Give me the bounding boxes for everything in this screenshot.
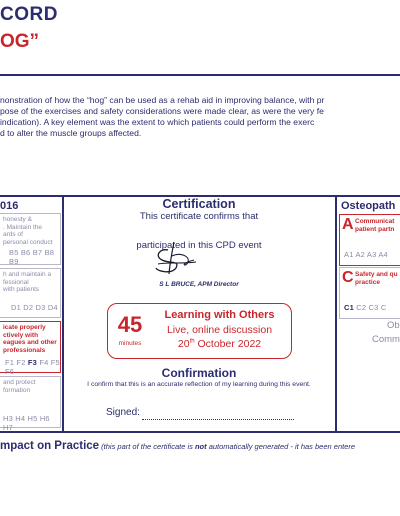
standard-b-line: honesty & [3,216,32,223]
intro-text [0,95,400,139]
standard-d-box [0,268,61,318]
highlighted-code: F3 [27,358,38,367]
right-comm-text: Comm [372,334,400,345]
standard-a-box [339,214,400,266]
confirmation-title: Confirmation [161,366,237,380]
center-divider-right [335,195,337,432]
impact-note: (this part of the certificate is not automatically generated - it has been entere [99,442,356,451]
highlighted-code: C1 [344,303,354,312]
standard-b-codes: B5 B6 B7 B8 B9 [9,248,55,266]
standard-a-line: Communicat [355,218,395,225]
standard-d-line: h and maintain a [3,271,52,278]
certificate-confirms-text: This certificate confirms that [139,211,259,222]
standard-c-line: Safety and qu [355,271,398,278]
event-details-box [107,303,292,359]
director-signature [150,238,200,280]
standard-h-line: and protect [3,379,36,386]
standard-h-line: formation [3,386,31,394]
standard-f-box [0,321,61,376]
intro-line-2: pose of the exercises and safety considerations were made clear, as were the very fe [0,106,324,116]
standard-c-codes: C1 C2 C3 C [344,303,387,312]
standard-a-letter: A [342,216,354,233]
signatory-name: S L BRUCE, APM Director [159,281,239,288]
standard-b-line: ards of [3,231,23,238]
standard-b-line: personal conduct [3,238,53,246]
intro-line-4: d to alter the muscle groups affected. [0,128,142,138]
center-divider-left [62,195,64,432]
header-rule [0,74,400,76]
intro-line-1: nonstration of how the “hog” can be used as a rehab aid in improving balance, with pr [0,95,325,105]
right-ob-text: Ob [387,320,400,331]
header-subtitle: OG” [0,31,40,52]
confirmation-text: I confirm that this is an accurate reflection of my learning during this event. [87,381,311,388]
standard-f-codes: F1 F2 F3 F4 F5 F6 [5,358,60,376]
standard-c-letter: C [342,269,354,286]
left-column-heading: 016 [0,200,19,212]
event-type: Live, online discussion [166,324,273,336]
minutes-value: 45 [117,312,143,337]
standard-d-line: fessional [3,278,29,286]
event-title: Learning with Others [164,309,275,321]
participated-text: participated in this CPD event [136,240,262,251]
standard-f-line: professionals [3,346,46,354]
standard-a-codes: A1 A2 A3 A4 [344,250,388,259]
signed-label: Signed: [106,407,140,418]
standard-d-line: with patients [3,286,40,293]
standard-a-line: patient partn [355,225,395,233]
header-title: CORD [0,4,58,25]
standard-b-box [0,213,61,265]
intro-line-3: indication). A key element was the extent to which patients could perform the exerc [0,117,315,127]
signature-line[interactable] [142,419,294,420]
event-date: 20th October 2022 [177,338,262,350]
standard-f-line: icate properly [3,324,46,331]
impact-on-practice-heading: mpact on Practice (this part of the certificate is not automatically generated - it has been entere [0,440,356,452]
standard-f-line: eagues and other [3,339,57,346]
standard-b-line: . Maintain the [3,223,43,231]
standard-c-line: practice [355,278,380,286]
standard-f-line: ctively with [3,331,39,339]
standard-d-codes: D1 D2 D3 D4 [11,302,58,312]
right-column-heading: Osteopath [341,200,396,212]
certification-title: Certification [162,197,236,211]
standard-c-box [339,267,400,319]
standard-h-codes: H3 H4 H5 H6 H7 [3,414,50,432]
section-rule-bottom [0,431,400,433]
minutes-label: minutes [118,340,142,347]
standard-h-box [0,376,61,432]
